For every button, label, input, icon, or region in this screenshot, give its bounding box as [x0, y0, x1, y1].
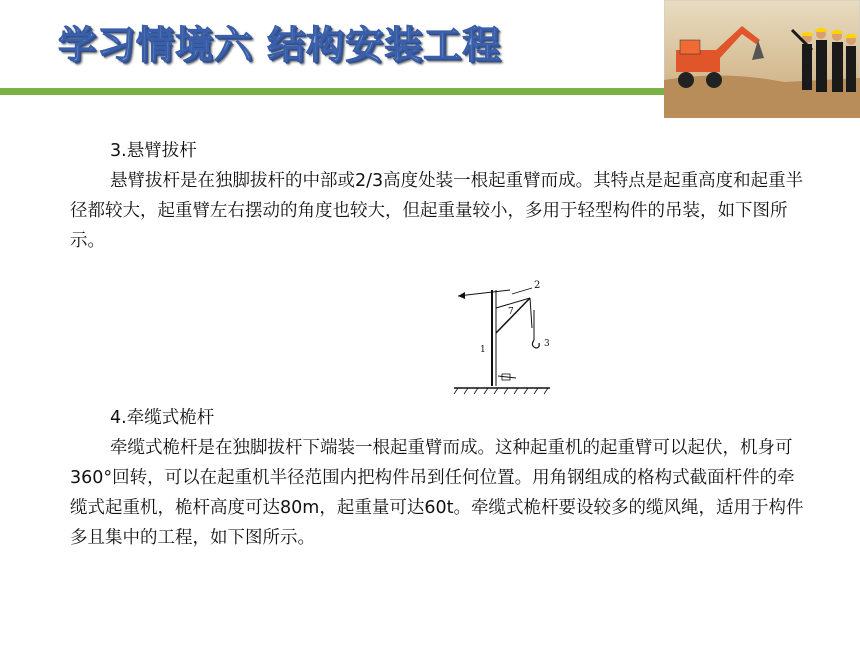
- figure-label-3: 3: [544, 339, 550, 349]
- section-4-paragraph: 牵缆式桅杆是在独脚拔杆下端装一根起重臂而成。这种起重机的起重臂可以起伏，机身可360°回转，可以在起重机半径范围内把构件吊到任何位置。用角钢组成的格构式截面杆件的牵缆式起重机，桅杆高度可达80m，起重量可达60t。牵缆式桅杆要设较多的缆风绳，适用于构件多且集中的工程，如下图所示。: [70, 438, 804, 548]
- excavator-and-workers-photo: [664, 0, 860, 118]
- figure-label-1: 1: [480, 345, 486, 355]
- section-3-paragraph: 悬臂拔杆是在独脚拔杆的中部或2/3高度处装一根起重臂而成。其特点是起重高度和起重半径都较大，起重臂左右摆动的角度也较大，但起重量较小，多用于轻型构件的吊装，如下图所示。: [70, 171, 804, 251]
- figure-label-7: 7: [508, 307, 514, 317]
- section-3-heading: 3.悬臂拔杆: [110, 141, 197, 161]
- slide-title: 学习情境六 结构安装工程: [58, 23, 502, 67]
- section-4: [70, 403, 810, 553]
- figure-label-2: 2: [534, 280, 541, 291]
- section-3: [70, 136, 810, 256]
- cantilever-mast-figure: [450, 278, 560, 403]
- section-4-heading: 4.牵缆式桅杆: [110, 408, 215, 428]
- title-underline: [0, 88, 680, 95]
